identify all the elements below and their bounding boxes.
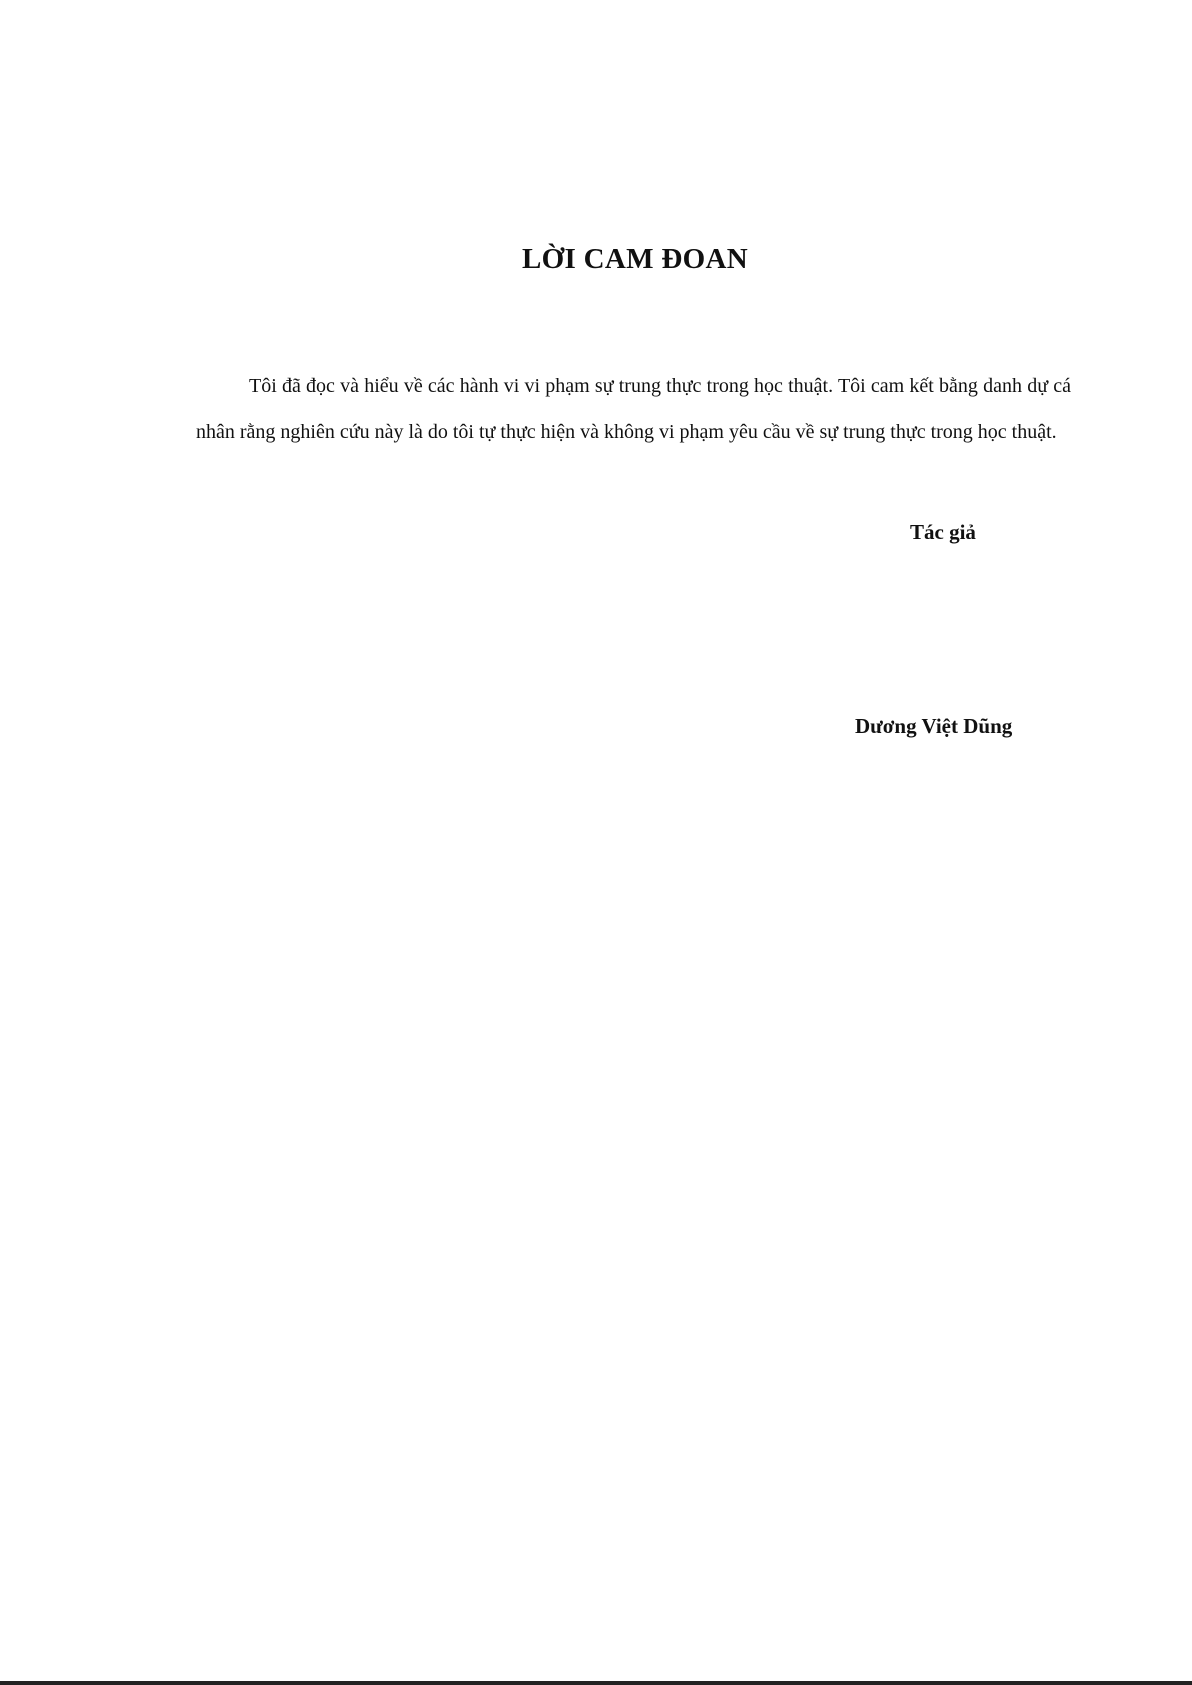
declaration-paragraph: Tôi đã đọc và hiểu về các hành vi vi phạm sự trung thực trong học thuật. Tôi cam kết bằng danh dự cá nhân rằng nghiên cứu này là do tôi tự thực hiện và không vi phạm yêu cầu về sự trung thực trong học thuật.	[196, 375, 1071, 443]
signature-role: Tác giả	[910, 520, 976, 544]
signature-name: Dương Việt Dũng	[855, 714, 1013, 738]
page-bottom-edge	[0, 1681, 1192, 1685]
page-title: LỜI CAM ĐOAN	[522, 243, 748, 275]
